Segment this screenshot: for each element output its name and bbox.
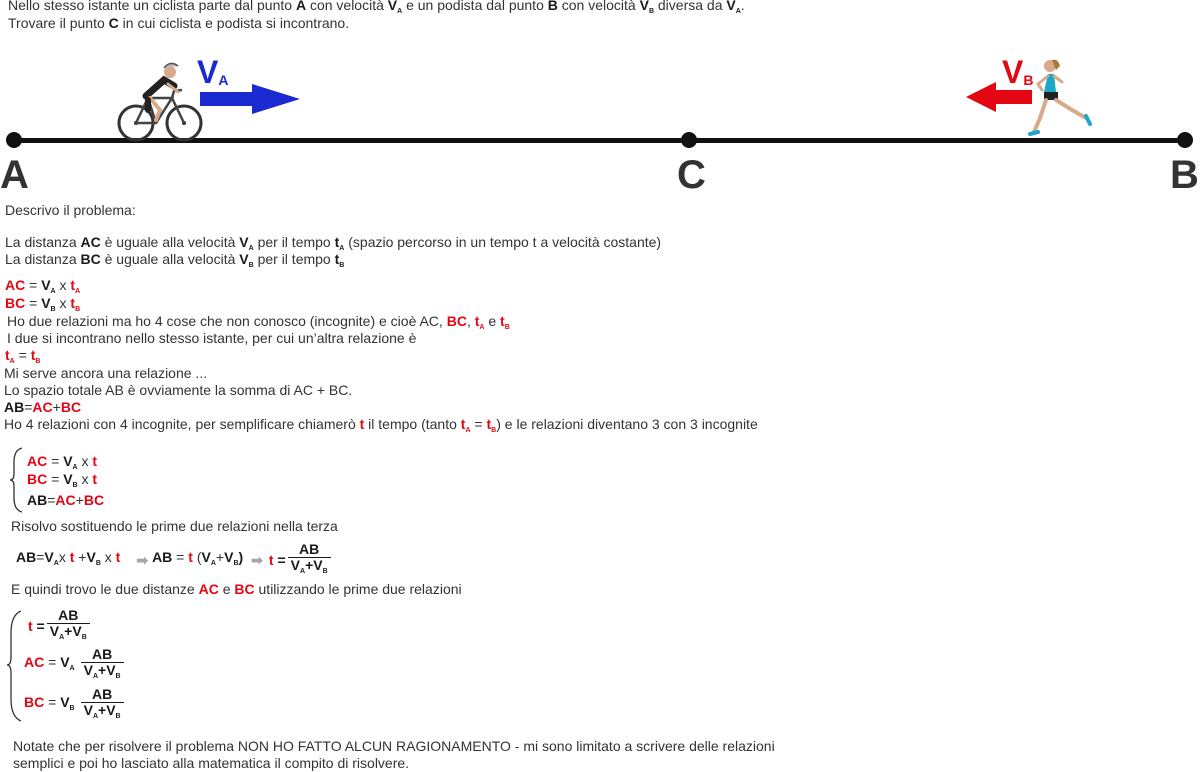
subscript: A — [9, 358, 15, 365]
bold-term: $V_B$ — [72, 622, 87, 641]
highlight-term: t — [188, 548, 193, 565]
text-run: x — [58, 548, 70, 565]
bc-sentence — [5, 251, 344, 274]
note-line2: semplici e poi ho lasciato alla matematica il compito di risolvere. — [13, 755, 410, 771]
bold-term: AB — [27, 492, 48, 508]
find-distances-text — [11, 581, 462, 598]
text-run: = — [470, 416, 487, 432]
bold-term: $V_B$ — [239, 251, 254, 269]
bold-term: $V_B$ — [639, 0, 654, 15]
highlight-term: $t_A$ — [70, 277, 81, 295]
text-run: La distanza — [5, 234, 81, 250]
text-run: = — [47, 492, 56, 508]
highlight-term: AC — [32, 399, 53, 415]
text-run: e un podista dal punto — [402, 0, 548, 13]
bold-term: B — [547, 0, 558, 13]
text-run: = — [25, 277, 42, 293]
bold-term: $V_A$ — [41, 277, 56, 295]
system-brace-2 — [5, 609, 23, 723]
bold-term: $V_A$ — [726, 0, 741, 15]
bold-term: $V_A$ — [60, 653, 75, 672]
bold-term: $V_A$ — [63, 453, 78, 471]
text-run: Trovare il punto — [8, 15, 109, 31]
highlight-term: AC — [27, 453, 48, 469]
bold-term: A — [295, 0, 307, 13]
fraction-ab-over-va-vb: $\frac{AB}{V_A+V_B}$ — [81, 647, 124, 684]
text-run: per il tempo — [253, 251, 335, 267]
bold-term: $V_A$ — [83, 701, 99, 720]
system1-bc — [27, 471, 97, 494]
text-run: con velocità — [557, 0, 640, 13]
text-run: = — [172, 548, 189, 565]
text-run: = — [47, 453, 64, 469]
text-run: x — [100, 548, 116, 565]
highlight-term: t — [268, 551, 274, 568]
velocity-b-label: $V_B$ — [1002, 54, 1034, 90]
text-run: , — [466, 313, 475, 329]
highlight-term: BC — [27, 471, 48, 487]
system2-ac — [24, 647, 126, 683]
text-run: E quindi trovo le due distanze — [11, 581, 199, 597]
system2-t — [28, 608, 92, 644]
subscript: A — [72, 464, 78, 471]
cyclist-icon — [112, 58, 207, 144]
point-b-dot — [1177, 132, 1193, 148]
derivation-line — [16, 540, 333, 580]
text-run: = — [25, 295, 42, 311]
text-run: il tempo (tanto — [364, 416, 461, 432]
point-a-label: A — [0, 153, 29, 197]
problem-statement-line2 — [8, 15, 349, 32]
subscript: A — [92, 672, 99, 680]
text-run: = — [14, 347, 31, 363]
subscript: A — [92, 712, 99, 720]
text-run: = — [44, 653, 61, 670]
text-run: x — [77, 471, 93, 487]
text-run: + — [215, 548, 225, 565]
highlight-term: $t_B$ — [70, 295, 81, 313]
subscript: B — [233, 559, 239, 567]
subscript: A — [735, 8, 741, 15]
text-run: (spazio percorso in un tempo t a velocità costante) — [344, 234, 662, 250]
text-run: diversa da — [654, 0, 727, 13]
fraction-ab-over-va-vb: $\frac{AB}{V_A+V_B}$ — [47, 608, 90, 645]
text-run: in cui ciclista e podista si incontrano. — [118, 15, 350, 31]
bold-term: $V_B$ — [106, 701, 121, 720]
bold-term: AB — [152, 548, 173, 565]
highlight-term: t — [92, 453, 98, 469]
text-run: + — [98, 661, 107, 678]
subscript: A — [465, 427, 471, 434]
highlight-term: BC — [60, 399, 82, 415]
highlight-term: $t_B$ — [500, 313, 510, 331]
text-run: La distanza — [5, 251, 81, 267]
bold-term: $V_A$ — [239, 234, 254, 252]
intro-text: Descrivo il problema: — [5, 202, 136, 218]
text-run: è uguale alla velocità — [100, 251, 240, 267]
text-run: ) e le relazioni diventano 3 con 3 incognite — [496, 416, 758, 432]
highlight-term: AC — [198, 581, 219, 597]
bold-term: C — [108, 15, 119, 31]
highlight-term: BC — [24, 693, 45, 710]
subscript: A — [479, 324, 485, 331]
text-run: + — [74, 548, 87, 565]
text-run: per il tempo — [253, 234, 335, 250]
highlight-term: t — [115, 548, 121, 565]
bold-term: $V_A$ — [83, 661, 99, 680]
highlight-term: $t_B$ — [30, 347, 41, 365]
subscript: A — [50, 288, 56, 295]
text-run: + — [75, 492, 84, 508]
highlight-term: t — [28, 617, 33, 634]
subscript: B — [648, 8, 654, 15]
subscript: B — [491, 427, 497, 434]
highlight-term: AC — [5, 277, 26, 293]
bold-term: $V_B$ — [86, 548, 101, 567]
subscript: B — [95, 559, 101, 567]
highlight-term: AC — [24, 653, 45, 670]
subscript: B — [322, 567, 328, 575]
text-run: e — [218, 581, 235, 597]
subscript: B — [248, 262, 254, 269]
need-more-text: Mi serve ancora una relazione ... — [4, 365, 208, 381]
bold-term: $V_B$ — [224, 548, 239, 567]
bold-term: $V_A$ — [290, 556, 306, 575]
bold-term: ) — [238, 548, 244, 565]
bold-term: $V_B$ — [63, 471, 78, 489]
bold-term: AC — [80, 234, 101, 250]
bold-term: AB — [4, 399, 25, 415]
bold-term: $t_B$ — [334, 251, 345, 269]
highlight-term: $t_A$ — [460, 416, 471, 434]
subscript: B — [115, 712, 121, 720]
derivation-step1 — [16, 549, 120, 572]
same-instant-text: I due si incontrano nello stesso istante, per cui un’altra relazione è — [7, 330, 417, 346]
bold-term: = — [273, 551, 286, 568]
subscript: B — [35, 358, 41, 365]
text-run: con velocità — [306, 0, 388, 13]
subscript: A — [248, 245, 254, 252]
bold-term: = — [32, 617, 45, 634]
system-brace-1 — [8, 446, 24, 514]
bold-term: $t_A$ — [334, 234, 345, 252]
text-run: x — [77, 453, 93, 469]
implies-arrow-icon: ➡ — [136, 551, 149, 568]
subscript: B — [69, 704, 75, 712]
text-run: = — [47, 471, 64, 487]
derivation-step3-lhs — [269, 552, 286, 569]
subscript: B — [75, 306, 81, 313]
bold-term: $V_B$ — [313, 556, 328, 575]
highlight-term: t — [359, 416, 365, 432]
subscript: A — [53, 559, 59, 567]
note-line1: Notate che per risolvere il problema NON HO FATTO ALCUN RAGIONAMENTO - mi sono limitato a scrivere delle relazioni — [13, 738, 775, 754]
bold-term: AB — [16, 548, 37, 565]
bold-term: $V_B$ — [60, 693, 75, 712]
text-run: x — [55, 277, 71, 293]
subscript: A — [59, 633, 65, 641]
subscript: A — [300, 567, 306, 575]
subscript: B — [50, 306, 56, 313]
system1-ab — [27, 492, 104, 509]
subscript: A — [339, 245, 345, 252]
implies-arrow-icon: ➡ — [251, 551, 263, 568]
text-run: ( — [192, 548, 202, 565]
derivation-step2 — [152, 549, 243, 572]
bold-term: $V_B$ — [106, 661, 121, 680]
text-run: + — [305, 556, 314, 573]
text-run: = — [36, 548, 45, 565]
highlight-term: BC — [83, 492, 105, 508]
text-run: + — [98, 701, 107, 718]
text-run: Ho due relazioni ma ho 4 cose che non conosco (incognite) e cioè AC, — [7, 313, 447, 329]
highlight-term: BC — [5, 295, 26, 311]
total-space-text: Lo spazio totale AB è ovviamente la somma di AC + BC. — [4, 382, 353, 398]
four-relations-text — [4, 416, 758, 439]
text-run: è uguale alla velocità — [100, 234, 240, 250]
text-run: utilizzando le prime due relazioni — [254, 581, 462, 597]
fraction-ab-over-va-vb: $\frac{AB}{V_A+V_B}$ — [288, 542, 331, 579]
text-run: + — [52, 399, 61, 415]
runner-icon — [1028, 56, 1098, 142]
point-c-label: C — [677, 153, 706, 197]
highlight-term: BC — [446, 313, 467, 329]
system2-bc — [24, 687, 126, 723]
bold-term: $V_A$ — [44, 548, 59, 567]
bold-term: $V_A$ — [201, 548, 216, 567]
highlight-term: BC — [234, 581, 255, 597]
subscript: B — [504, 324, 510, 331]
velocity-b-arrow — [966, 82, 1032, 112]
subscript: B — [115, 672, 121, 680]
bold-term: $V_A$ — [387, 0, 403, 15]
subscript: A — [69, 664, 75, 672]
solve-subst-text: Risolvo sostituendo le prime due relazioni nella terza — [11, 518, 338, 534]
text-run: Ho 4 relazioni con 4 incognite, per semplificare chiamerò — [4, 416, 360, 432]
text-run: = — [24, 399, 33, 415]
subscript: B — [72, 482, 78, 489]
velocity-a-arrow — [200, 84, 302, 114]
point-b-label: B — [1170, 153, 1199, 197]
equation-ab — [4, 399, 81, 416]
subscript: A — [75, 288, 81, 295]
bold-term: $V_A$ — [49, 622, 65, 641]
text-run: . — [740, 0, 745, 13]
bold-term: $V_B$ — [41, 295, 56, 313]
text-run: e — [484, 313, 501, 329]
velocity-a-label: $V_A$ — [197, 54, 229, 90]
highlight-term: $t_A$ — [474, 313, 485, 331]
highlight-term: t — [69, 548, 75, 565]
point-a-dot — [6, 132, 22, 148]
subscript: B — [81, 633, 87, 641]
text-run: = — [44, 693, 61, 710]
subscript: A — [397, 8, 403, 15]
text-run: x — [55, 295, 71, 311]
subscript: A — [210, 559, 216, 567]
text-run: Nello stesso istante un ciclista parte dal punto — [8, 0, 296, 13]
highlight-term: t — [92, 471, 98, 487]
highlight-term: $t_A$ — [5, 347, 15, 365]
highlight-term: $t_B$ — [486, 416, 497, 434]
fraction-ab-over-va-vb: $\frac{AB}{V_A+V_B}$ — [81, 687, 124, 724]
text-run: + — [64, 622, 73, 639]
highlight-term: AC — [55, 492, 76, 508]
bold-term: BC — [80, 251, 101, 267]
subscript: B — [339, 262, 345, 269]
point-c-dot — [681, 132, 697, 148]
